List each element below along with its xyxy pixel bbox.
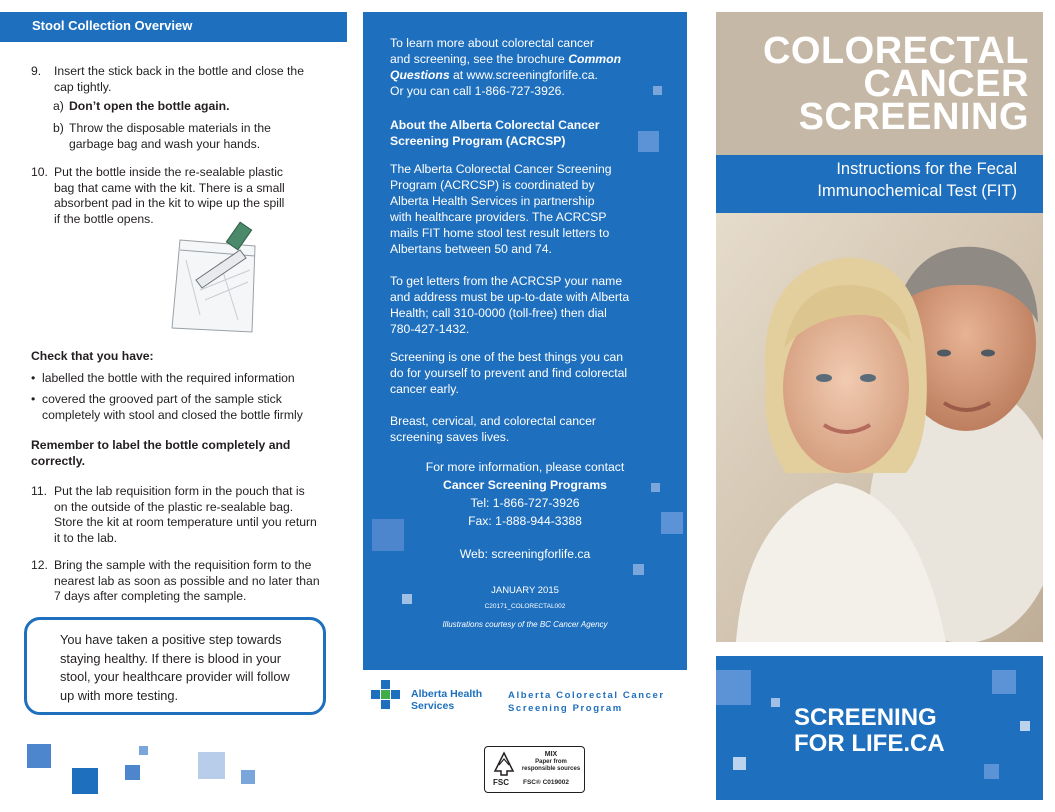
contact-web: Web: screeningforlife.ca xyxy=(459,547,591,561)
remember-note: Remember to label the bottle completely and correctly. xyxy=(31,438,291,468)
cover-title-line: COLORECTAL xyxy=(762,30,1029,72)
screening-for-life-logo-text: SCREENING FOR LIFE.CA xyxy=(794,704,945,757)
publication-date: JANUARY 2015 xyxy=(491,585,559,596)
saves-lives-paragraph: Breast, cervical, and colorectal cancer screening saves lives. xyxy=(390,414,596,444)
decor-square xyxy=(372,519,404,551)
smiling-couple-image xyxy=(716,213,1043,642)
step-9b xyxy=(53,121,333,153)
decor-square xyxy=(771,698,780,707)
decor-square xyxy=(1020,721,1030,731)
alberta-health-services-logo-icon xyxy=(371,680,409,710)
section-header-text: Stool Collection Overview xyxy=(32,18,193,33)
decor-square xyxy=(241,770,255,784)
step-text: Put the bottle inside the re-sealable plastic bag that came with the kit. There is a small absorbent pad in the kit to wipe up the spill if the bottle opens. xyxy=(54,165,285,226)
substep-text: Throw the disposable materials in the garbage bag and wash your hands. xyxy=(69,121,271,151)
cover-title-block xyxy=(716,12,1043,155)
contact-block xyxy=(363,458,687,530)
decor-square xyxy=(402,594,412,604)
check-item xyxy=(31,392,341,424)
cover-title-line: CANCER xyxy=(863,63,1029,105)
screening-for-life-brand-block xyxy=(716,656,1043,800)
alberta-health-services-logo-text: Alberta Health Services xyxy=(411,688,483,712)
learn-more-paragraph: To learn more about colorectal cancer and screening, see the brochure Common Questions at www.screeningforlife.ca. Or you can call 1-866-727-3926. xyxy=(390,36,622,98)
sealed-bag-illustration xyxy=(160,220,270,338)
step-text: Insert the stick back in the bottle and close the cap tightly. xyxy=(54,64,304,94)
letters-paragraph: To get letters from the ACRCSP your name and address must be up-to-date with Alberta Health; call 310-0000 (toll-free) then dial 780-427-1432. xyxy=(390,274,630,336)
step-9a xyxy=(53,99,333,115)
check-item-text: labelled the bottle with the required information xyxy=(42,371,295,385)
screening-benefit-paragraph: Screening is one of the best things you can do for yourself to prevent and find colorectal cancer early. xyxy=(390,350,628,396)
check-heading: Check that you have: xyxy=(31,349,154,363)
step-9 xyxy=(31,64,331,96)
step-number: 12. xyxy=(31,558,48,572)
info-panel xyxy=(363,12,687,670)
positive-step-callout xyxy=(24,617,326,715)
decor-square xyxy=(633,564,644,575)
acrcsp-logo-text: Alberta Colorectal Cancer Screening Program xyxy=(508,690,665,714)
substep-letter: b) xyxy=(53,121,64,135)
step-number: 9. xyxy=(31,64,42,78)
callout-text: You have taken a positive step towards staying healthy. If there is blood in your stool, your healthcare provider will follow up with more testing. xyxy=(60,632,290,703)
fsc-label: FSC xyxy=(493,778,509,787)
fsc-certification-badge xyxy=(484,746,585,793)
decor-square xyxy=(198,752,225,779)
fsc-code: FSC® C019002 xyxy=(523,779,569,786)
decor-square xyxy=(992,670,1016,694)
step-number: 10. xyxy=(31,165,48,179)
step-text: Put the lab requisition form in the pouch that is on the outside of the plastic re-sealable bag. Store the kit at room temperature until you return it to the lab. xyxy=(54,484,317,545)
decor-square xyxy=(27,744,51,768)
check-item xyxy=(31,371,341,387)
check-item-text: covered the grooved part of the sample stick completely with stool and closed the bottle firmly xyxy=(42,392,303,422)
about-heading: About the Alberta Colorectal Cancer Screening Program (ACRCSP) xyxy=(390,118,600,148)
decor-square xyxy=(716,670,751,705)
step-11 xyxy=(31,484,341,548)
step-number: 11. xyxy=(31,484,48,498)
cover-subtitle-band xyxy=(716,155,1043,213)
bullet: • xyxy=(31,371,36,385)
contact-fax: Fax: 1-888-944-3388 xyxy=(468,514,582,528)
decor-square xyxy=(638,131,659,152)
decor-square xyxy=(733,757,746,770)
cover-subtitle: Instructions for the Fecal Immunochemical Test (FIT) xyxy=(817,160,1017,200)
decor-square xyxy=(139,746,148,755)
step-text: Bring the sample with the requisition form to the nearest lab as soon as possible and no later than 7 days after completing the sample. xyxy=(54,558,320,603)
substep-text: Don’t open the bottle again. xyxy=(69,99,230,113)
publication-code: C20171_COLORECTAL002 xyxy=(484,603,566,610)
contact-phone: Tel: 1-866-727-3926 xyxy=(470,496,580,510)
decor-square xyxy=(72,768,98,794)
contact-intro: For more information, please contact xyxy=(425,460,625,474)
decor-square xyxy=(651,483,660,492)
fsc-description: MIX Paper from responsible sources xyxy=(521,751,581,772)
contact-org: Cancer Screening Programs xyxy=(443,478,607,492)
bullet: • xyxy=(31,392,36,406)
about-paragraph: The Alberta Colorectal Cancer Screening Program (ACRCSP) is coordinated by Alberta Health Services in partnership with healthcare providers. The ACRCSP mails FIT home stool test result letters to Albertans between 50 and 74. xyxy=(390,162,612,256)
step-12 xyxy=(31,558,341,606)
decor-square xyxy=(653,86,662,95)
decor-square xyxy=(984,764,999,779)
couple-photo xyxy=(716,213,1043,642)
cover-title-line: SCREENING xyxy=(798,96,1029,138)
fsc-tree-icon xyxy=(491,751,517,777)
illustration-credit: Illustrations courtesy of the BC Cancer Agency xyxy=(442,620,608,629)
section-header xyxy=(0,12,347,42)
decor-square xyxy=(125,765,140,780)
decor-square xyxy=(661,512,683,534)
substep-letter: a) xyxy=(53,99,64,113)
